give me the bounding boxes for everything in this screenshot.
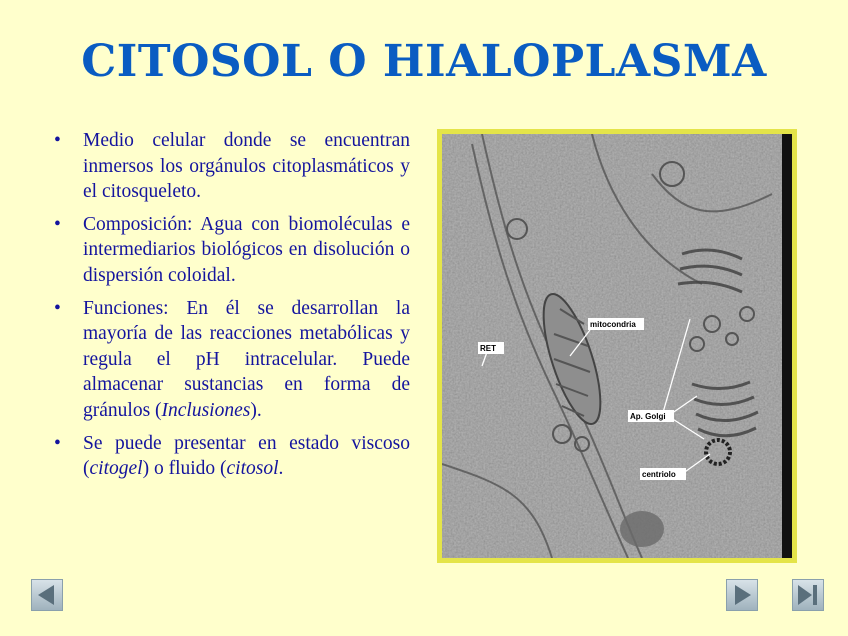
slide-title: CITOSOL O HIALOPLASMA [81, 36, 767, 87]
bullet-marker: • [54, 130, 61, 151]
italic-term: citosol [226, 458, 279, 480]
italic-term: Inclusiones [161, 399, 251, 421]
previous-slide-button[interactable] [31, 579, 63, 611]
last-slide-button[interactable] [792, 579, 824, 611]
label-golgi: Ap. Golgi [630, 412, 666, 421]
bullet-item [52, 296, 410, 424]
next-slide-button[interactable] [726, 579, 758, 611]
bullet-text: Medio celular donde se encuentran inmersos los orgánulos citoplasmáticos y el citosqueleto. [83, 130, 410, 203]
label-centriolo: centriolo [642, 470, 676, 479]
bullet-item [52, 212, 410, 289]
bullet-text: Funciones: En él se desarrollan la mayoría de las reacciones metabólicas y regula el pH intracelular. Puede almacenar sustancias en forma de gránulos (Inclusiones). [83, 297, 410, 421]
bullet-item [52, 128, 410, 205]
triangle-right-icon [727, 580, 757, 610]
bullet-text: Composición: Agua con biomoléculas e intermediarios biológicos en disolución o dispersión coloidal. [83, 213, 410, 286]
bullet-marker: • [54, 297, 61, 319]
bullet-marker: • [54, 213, 61, 235]
bullet-list [52, 128, 410, 489]
skip-to-end-icon [793, 580, 823, 610]
italic-term: citogel [89, 458, 143, 480]
label-mitocondria: mitocondria [590, 320, 636, 329]
bullet-marker: • [54, 432, 61, 454]
bullet-item [52, 431, 410, 482]
label-ret: RET [480, 344, 496, 353]
micrograph-frame [437, 129, 797, 563]
triangle-left-icon [32, 580, 62, 610]
bullet-text: Se puede presentar en estado viscoso (citogel) o fluido (citosol. [83, 432, 410, 480]
electron-micrograph [442, 134, 792, 558]
